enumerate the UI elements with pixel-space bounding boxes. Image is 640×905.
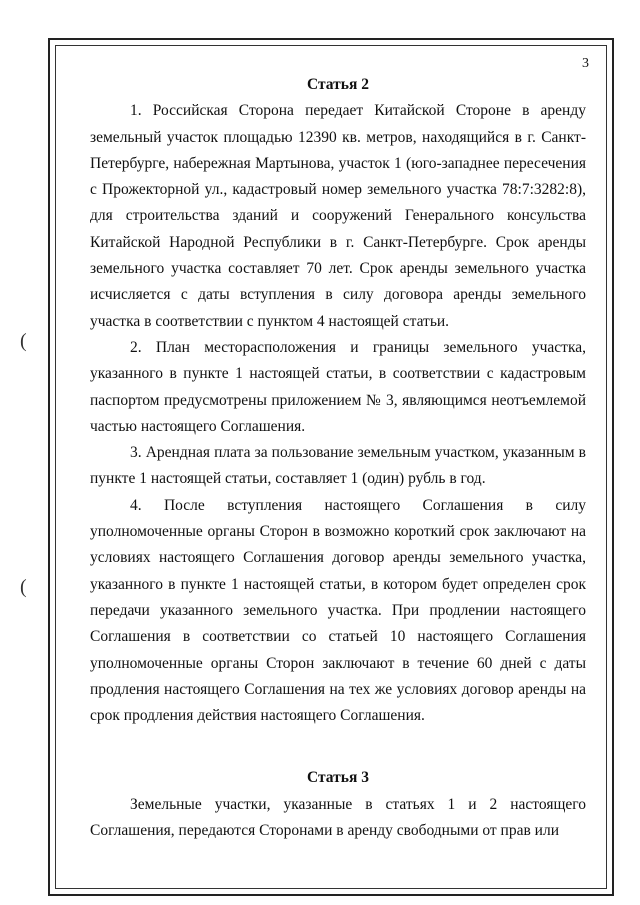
- page-number: 3: [582, 56, 589, 71]
- margin-mark: (: [20, 576, 27, 598]
- margin-mark: (: [20, 330, 27, 352]
- article-3-paragraph-1: Земельные участки, указанные в статьях 1 и 2 настоящего Соглашения, передаются Сторонами в аренду свободными от прав или: [90, 795, 586, 840]
- article-2-heading: Статья 2: [307, 76, 369, 93]
- article-2-paragraph-1: 1. Российская Сторона передает Китайской Стороне в аренду земельный участок площадью 12390 кв. метров, находящийся в г. Санкт-Петербурге, набережная Мартынова, участок 1 (юго-западнее пересечения с Прожекторной ул., кадастровый номер земельного участка 78:7:3282:8), для строительства зданий и сооружений Генерального консульства Китайской Народной Республики в г. Санкт-Петербурге. Срок аренды земельного участка составляет 70 лет. Срок аренды земельного участка исчисляется с даты вступления в силу договора аренды земельного участка в соответствии с пунктом 4 настоящей статьи.: [90, 102, 586, 330]
- document-body: [90, 72, 586, 844]
- article-3-heading: Статья 3: [307, 769, 369, 787]
- article-2-paragraph-3: 3. Арендная плата за пользование земельным участком, указанным в пункте 1 настоящей статьи, составляет 1 (один) рубль в год.: [90, 444, 586, 488]
- article-2-paragraph-2: 2. План месторасположения и границы земельного участка, указанного в пункте 1 настоящей статьи, в соответствии с кадастровым паспортом предусмотрены приложением № 3, являющимся неотъемлемой частью настоящего Соглашения.: [90, 338, 586, 435]
- article-2-paragraph-4: 4. После вступления настоящего Соглашения в силу уполномоченные органы Сторон в возможно короткий срок заключают на условиях настоящего Соглашения договор аренды земельного участка, указанного в пункте 1 настоящей статьи, в котором будет определен срок передачи указанного земельного участка. При продлении настоящего Соглашения в соответствии со статьей 10 настоящего Соглашения уполномоченные органы Сторон заключают в течение 60 дней с даты продления настоящего Соглашения на тех же условиях договор аренды на срок продления действия настоящего Соглашения.: [90, 496, 586, 725]
